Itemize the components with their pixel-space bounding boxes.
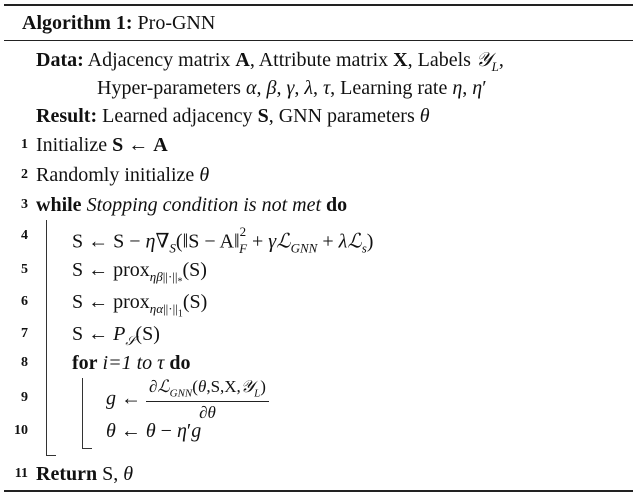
result-keyword: Result:	[36, 105, 98, 127]
line-number-10: 10	[14, 423, 28, 438]
for-block-rule	[82, 378, 83, 448]
line-2: Randomly initialize θ	[36, 164, 210, 186]
data-line-1: Data: Adjacency matrix A, Attribute matrix X, Labels 𝒴$_L$,	[36, 49, 504, 74]
line-10: θ ← θ − η′g	[106, 420, 202, 442]
line-3	[36, 193, 347, 217]
line-number-2: 2	[21, 167, 28, 182]
while-block-end	[46, 455, 56, 456]
for-condition: i=1 to τ	[102, 352, 165, 374]
line-6: S ← prox$_{\eta\alpha||\cdot||_1}$(S)	[72, 291, 208, 320]
gradient-fraction: $\frac{\partial ℒ_{GNN}(\theta,S,X,𝒴_L)}{\partial\theta}$	[146, 378, 269, 421]
line-5: S ← prox$_{\eta\beta||\cdot||_*}$(S)	[72, 259, 207, 288]
for-do-keyword: do	[169, 352, 191, 374]
line-number-11: 11	[14, 466, 28, 481]
line-4: S ← $S - \eta\nabla_S(‖S$ − A‖$^2_F$ + γℒ$_{GNN}$ + λℒ$_s$)	[72, 224, 374, 256]
while-keyword: while	[36, 194, 82, 216]
line-number-4: 4	[21, 228, 28, 243]
for-keyword: for	[72, 352, 98, 374]
line-11: Return S, θ	[36, 463, 134, 485]
line-9: g ← $\frac{\partial ℒ_{GNN}(\theta,S,X,𝒴_L)}{\partial\theta}$	[106, 378, 269, 421]
for-block-end	[82, 448, 92, 449]
line-number-3: 3	[21, 197, 28, 212]
line-number-8: 8	[21, 355, 28, 370]
return-keyword: Return	[36, 463, 98, 485]
line-number-6: 6	[21, 294, 28, 309]
data-keyword: Data:	[36, 49, 84, 71]
do-keyword: do	[326, 194, 348, 216]
line-1: Initialize S ← A	[36, 134, 168, 156]
line-number-1: 1	[21, 137, 28, 152]
algorithm-label: Algorithm 1:	[22, 12, 133, 34]
result-line: Result: Learned adjacency S, GNN parameters θ	[36, 105, 430, 127]
while-block-rule	[46, 220, 47, 455]
line-number-9: 9	[21, 390, 28, 405]
line-8	[72, 351, 190, 375]
algorithm-name: Pro-GNN	[137, 12, 216, 34]
line-number-5: 5	[21, 262, 28, 277]
algorithm-box	[4, 4, 633, 492]
algorithm-title	[22, 11, 215, 35]
title-rule	[4, 40, 633, 41]
line-number-7: 7	[21, 326, 28, 341]
line-7: S ← $P_𝒮(S)$	[72, 323, 160, 348]
while-condition: Stopping condition is not met	[86, 194, 321, 216]
data-line-2: Hyper-parameters α, β, γ, λ, τ, Learning rate η, η′	[97, 77, 487, 99]
